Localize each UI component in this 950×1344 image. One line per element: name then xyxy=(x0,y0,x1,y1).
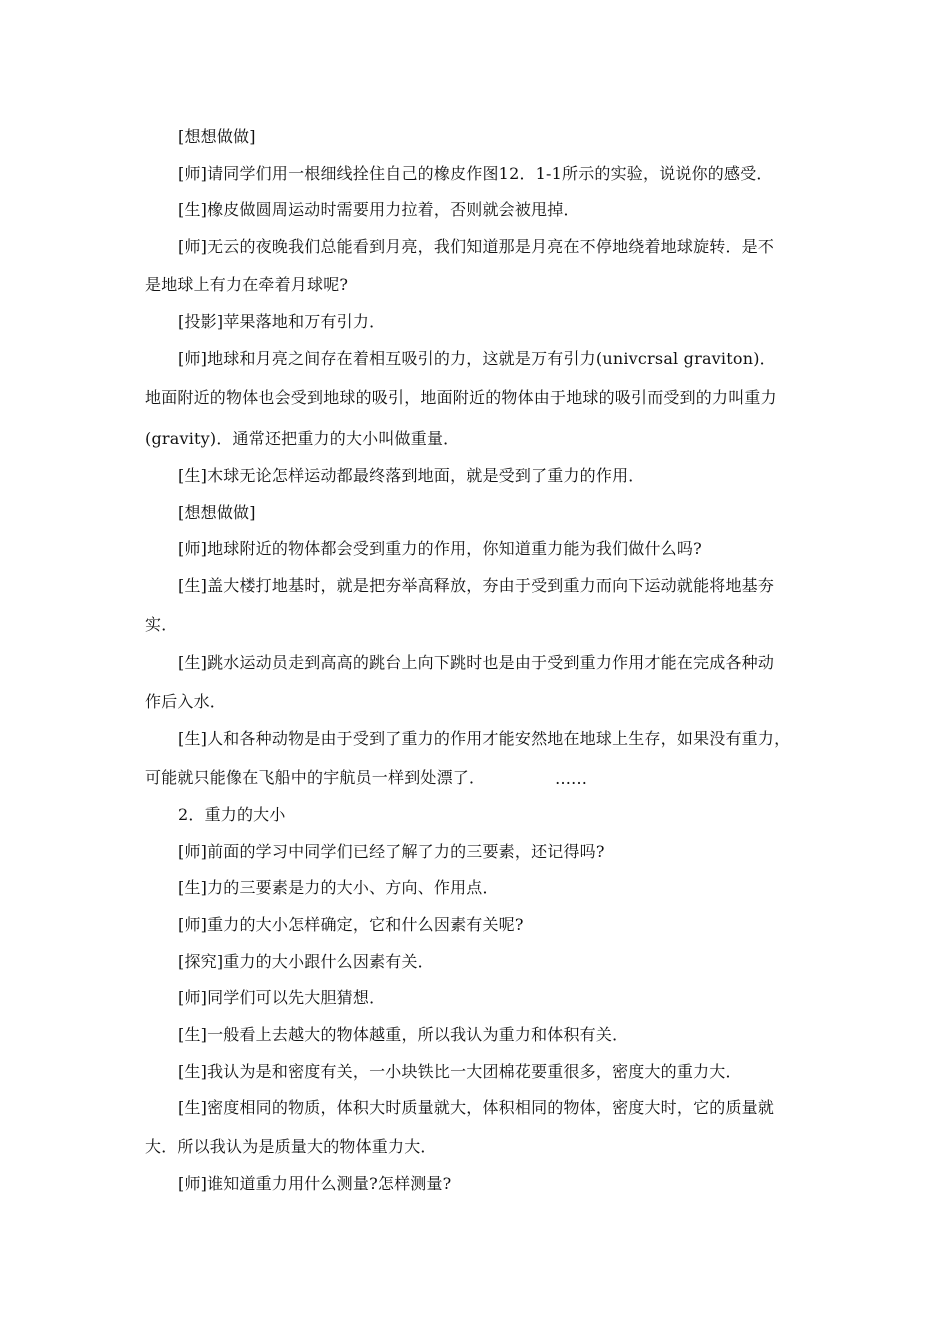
paragraph-line: [生]一般看上去越大的物体越重，所以我认为重力和体积有关． xyxy=(178,1025,629,1044)
paragraph-line: [师]地球附近的物体都会受到重力的作用，你知道重力能为我们做什么吗? xyxy=(178,539,702,558)
paragraph-line: [生]跳水运动员走到高高的跳台上向下跳时也是由于受到重力作用才能在完成各种动 xyxy=(178,653,775,672)
paragraph-line: [生]人和各种动物是由于受到了重力的作用才能安然地在地球上生存，如果没有重力， xyxy=(178,729,791,748)
paragraph-line: [生]我认为是和密度有关，一小块铁比一大团棉花要重很多，密度大的重力大． xyxy=(178,1062,742,1081)
paragraph-line: 大．所以我认为是质量大的物体重力大． xyxy=(145,1137,437,1156)
paragraph-line: [生]盖大楼打地基时，就是把夯举高释放，夯由于受到重力而向下运动就能将地基夯 xyxy=(178,576,775,595)
paragraph-line: [生]木球无论怎样运动都最终落到地面，就是受到了重力的作用． xyxy=(178,466,645,485)
paragraph-line: [师]地球和月亮之间存在着相互吸引的力，这就是万有引力(univcrsal graviton)． xyxy=(178,349,776,368)
paragraph-line: [投影]苹果落地和万有引力． xyxy=(178,312,386,331)
paragraph-line: [生]密度相同的物质，体积大时质量就大，体积相同的物体，密度大时，它的质量就 xyxy=(178,1098,775,1117)
paragraph-line: 是地球上有力在牵着月球呢? xyxy=(145,275,349,294)
paragraph-line: [想想做做] xyxy=(178,127,256,146)
paragraph-line: [师]请同学们用一根细线拴住自己的橡皮作图12．1-1所示的实验，说说你的感受． xyxy=(178,164,773,183)
paragraph-line: 地面附近的物体也会受到地球的吸引，地面附近的物体由于地球的吸引而受到的力叫重力 xyxy=(145,388,777,407)
paragraph-line: [师]重力的大小怎样确定，它和什么因素有关呢? xyxy=(178,915,524,934)
paragraph-line: (gravity)．通常还把重力的大小叫做重量． xyxy=(145,429,460,448)
paragraph-line: 可能就只能像在飞船中的宇航员一样到处漂了． xyxy=(145,768,486,787)
paragraph-line: [生]力的三要素是力的大小、方向、作用点． xyxy=(178,878,499,897)
paragraph-line: 实． xyxy=(145,615,178,634)
paragraph-line: [师]前面的学习中同学们已经了解了力的三要素，还记得吗? xyxy=(178,842,605,861)
paragraph-line: [生]橡皮做圆周运动时需要用力拉着，否则就会被甩掉． xyxy=(178,200,580,219)
paragraph-line: [想想做做] xyxy=(178,503,256,522)
paragraph-line: 作后入水． xyxy=(145,692,227,711)
paragraph-line: [师]谁知道重力用什么测量?怎样测量? xyxy=(178,1174,452,1193)
paragraph-line: [探究]重力的大小跟什么因素有关． xyxy=(178,952,434,971)
paragraph-line: [师]同学们可以先大胆猜想． xyxy=(178,988,386,1007)
section-heading: 2．重力的大小 xyxy=(178,805,286,824)
ellipsis-mark: …… xyxy=(555,769,587,788)
paragraph-line: [师]无云的夜晚我们总能看到月亮，我们知道那是月亮在不停地绕着地球旋转．是不 xyxy=(178,237,775,256)
